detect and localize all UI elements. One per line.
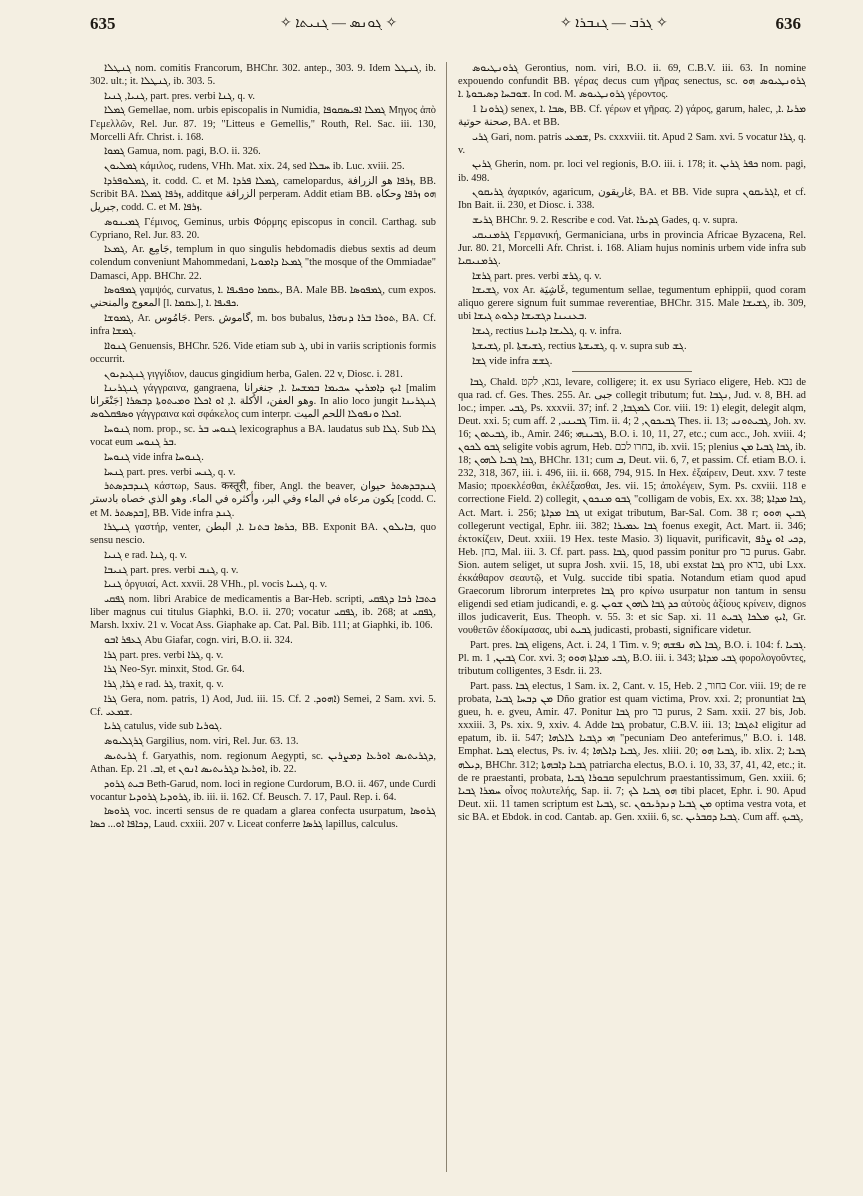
dictionary-entry: ܓܝܫܐ, rectius ܓܠܝܫܐ ܕܐܝܢܐ, q. v. infra.: [472, 326, 622, 338]
dictionary-entry: ܓܡܠܝܘܢ κάμιλος, rudens, VHh. Mat. xix. 24, sed ܚܒܠܐ ib. Luc. xviii. 25.: [104, 161, 405, 173]
dictionary-entry: ܓܫܐ vide infra ܓܫܫ.: [472, 355, 553, 367]
dictionary-entry: ܓܢܘܚܐ nom. prop., sc. ܓܢܘܚ ܒܪ lexicographus a BA. laudatus sub ܓܠܐ. Sub ܓܠܐ vocat eum ܒܪ ܓܢܘܚ.: [90, 424, 436, 449]
dictionary-entry: ܓܢܚܐ part. pres. verbi ܓܢܚ, q. v.: [104, 466, 236, 478]
dictionary-entry: ܓܪܝܫ BHChr. 9. 2. Rescribe e cod. Vat. ܓܕܝܪܐ Gades, q. v. supra.: [472, 215, 738, 226]
dictionary-entry: ܓܪܝܢ Gherin, nom. pr. loci vel regionis, B.O. iii. i. 178; it. ܟܦܪ ܓܪܝܢ nom. pagi, ib. 498.: [458, 159, 806, 184]
dictionary-entry: ܓܢܝܐ e rad. ܓܢܐ, q. v.: [104, 549, 188, 561]
dictionary-entry: ܓܢܘܐܐ Genuensis, BHChr. 526. Vide etiam sub ܓ, ubi in variis scriptionis formis occurrit.: [90, 340, 436, 365]
dictionary-entry: ܓܪܐ, ܓܪܐ e rad. ܓܪ, traxit, q. v.: [104, 678, 224, 690]
dictionary-entry: ܓܪܝܬܝܣ f. Garyathis, nom. regionum Aegypti, sc. ܕܓܪܝܬܝܣ ܐܘܪܥܐ ܕܡܨܪܝܢ, Athan. Ep. ܐܒ. 21, et ܐܘܪܥܐ ܕܓܪܝܬܝܣ ܐܢܘܢ, ib. 22.: [90, 750, 436, 775]
page-number-right: 636: [775, 14, 801, 33]
dictionary-entry: ܓܡܘܫܐ, Ar. جَامُوس. Pers. گاموش, m. bos bubalus, ܬܘܪܐ ܒܪܐ ܕܢܗܪܐ, BA. Cf. infra ܓܡܫܐ.: [90, 313, 436, 338]
running-head-left: ✧ ܓܘܢܣ — ܓܢܝܬܐ ✧: [280, 16, 398, 31]
main-entry-paragraph: Part. pres. ܓܒܐ eligens, Act. i. 24, 1 Tim. v. 9; ܓܒܐ ܠܗ ܢܦܫܗ, B.O. i. 104: f. ܓܒܝܐ. Pl. m. ܓܒܝܢ, 1 Cor. xvi. 3; ܓܒܝ ܡܕܐܬܐ ܗܘܘ, B.O. iii. i. 343; ܓܒܝ ܡܕܐܬܐ φορολογοῦντες, tributum colligentes, 3 Esdr. ii. 23.: [458, 640, 806, 678]
dictionary-entry: ܓܢܝܐ, ܓܢܝܐ, part. pres. verbi ܓܢܐ, q. v.: [104, 90, 255, 102]
main-entry-paragraph: ܓܒܐ, Chald. גבא, לקט, levare, colligere; it. ex usu Syriaco eligere, Heb. נבא de qua rad. cf. Ges. Thes. 255. Ar. جبى collegit tributum; fut. ܢܓܒܐ, Jud. v. 8, BH. ad loc.; imper. ܓܒܝ, Ps. xxxvii. 37; inf. ܠܡܓܒܐ, 2 Cor. viii. 19: 1) elegit, delegit alqm, Deut. xxi. 5; cum aff. ܓܒܝܢܝ, 2 Tim. ii. 4; ܓܒܝܟܘܢ, 2 Thes. ii. 13; ܓܒܝܬܘܢܝ, Joh. xv. 16; ܓܒܝܬܘܢ, ib., Amir. 246; ܓܒܝܢܗܝ, B.O. i. 10, 11, 27, etc.; cum acc., Joh. xviii. 4; ܓܒܘ ܠܟܘܢ seligite vobis agrum, Heb. בחרו לכם, ib. xvii. 15; plenius ܓܒܐ ܓܒܝܐ ܡܢ, ib. 18; ܓܒܐ ܓܒܝܐ ܠܗܘܢ, BHChr. 131; cum ܒ, Deut. vii. 6, 7, et passim. Cf. etiam B.O. i. 232, 318, 367, iii. i. 496, iii. ii. 668, 794, 915. In Hex. ἐξαίρειν, Deut. xxv. 7 teste Masio; προεκλέσθαι, ἐκλέξασθαι, Jes. vii. 15; ἀπολέγειν, Sym. Ps. cxviii. 118 e correctione Field. 2) collegit, ܓܒܘ ܡܢܟܘܢ "colligam de vobis, Ex. xx. 38; ܓܒܐ ܡܕܐܬܐ, Act. Mart. i. 256; ܓܒܐ ܡܕܐܬܐ ut exigat tributum, Bar-Sal. Com. 38 r; ܓܒܝܢ ܗܘܘ collegerunt vectigal, Ephr. iii. 382; ܓܒܐ ܥܡܝܪܐ foenus exegit, Act. Mart. ii. 346; ἐκτοκίζειν, Deut. xxiii. 19 Hex. teste Masio. 3) liquavit, purificavit, ܕܟܝ ܐܘ ܨܪܦ, Heb. בחן, Mal. iii. 3. Cf. part. pass. ܓܒܐ, quod passim ponitur pro בר purus. Gabr. Sion. autem seliget, ut supra Josh. xvii. 15, 18, ubi exstat ܓܒܐ pro ברא, ubi Lxx. ἐκκάθαρον σεαυτῷ, et Vulg. succide tibi spatia. Notandum etiam quod apud Graecorum librorum interpretes ܓܒܐ pro κρίνω usurpatur non tantum in sensu eligendi sed etiam judicandi, e. g. ܟܕ ܓܒܐ ܠܗܘܢ ܫܘܝܢ αὐτοὺς ἀξίους κρίνειν, dignos illos judicaverit, Eus. Theoph. v. 55. 3: et sic Sap. xi. 11 ܐܝܟ ܡܠܟܐ ܓܒܝܬ, Gr. νουθετῶν ἐδοκίμασας, ubi ܓܒܝܬ judicasti, probasti, significare videtur.: [458, 376, 806, 637]
column-divider: [446, 62, 447, 1172]
dictionary-entry: ܓܪܝܐ catulus, vide sub ܓܘܪܝܐ.: [104, 721, 222, 733]
dictionary-entry: ܓܪܡܢܝܩܝ Γερμανική, Germaniciana, urbs in provincia Africae Byzacena, Rel. Jur. 80. 21, Morcelli Afr. Christ. i. 168. Aliam hujus nominis urbem vide infra sub ܓܪܡܢܝܩܝܐ.: [458, 229, 806, 267]
dictionary-entry: ܓܪܘܣܐ voc. incerti sensus de re quadam a glarea confecta usurpatum, ܓܪܘܣܐ ܕܟܐܦܐ ܐܘ... ܟܣܐ, Laud. cxxiii. 207 v. Liceat conferre ܓܪܣܐ lapillus, calculus.: [90, 806, 436, 831]
dictionary-entry: ܓܡܥܐ, Ar. جَامِع, templum in quo singulis hebdomadis diebus sextis ad deum colendum conveniunt Mahommedani, ܓܡܥܐ ܕܐܡܘܝܐ "the mosque of the Ommiadae" Damasci, App. BHChr. 22.: [90, 244, 436, 282]
dictionary-entry: ܓܢܝܐ ὀργυιαί, Act. xxvii. 28 VHh., pl. vocis ܓܢܝܐ, q. v.: [104, 579, 328, 591]
dictionary-entry: ܓܡܘܐ Gamua, nom. pagi, B.O. ii. 326.: [104, 146, 261, 158]
dictionary-entry: ܓܪܐ Neo-Syr. minxit, Stod. Gr. 64.: [104, 664, 245, 676]
dictionary-entry: ܓܪܝ Gari, nom. patris ܫܡܥܝ, Ps. cxxxviii. tit. Apud 2 Sam. xvi. 5 vocatur ܓܪܐ, q. v.: [458, 131, 806, 156]
dictionary-entry: ܓܪܫܐ part. pres. verbi ܓܪܫ, q. v.: [472, 270, 602, 282]
running-head-right: ✧ ܓܪܒ — ܓܢܒܪܐ ✧: [560, 16, 668, 31]
dictionary-entry: ܓܢܝܒܐ part. pres. verbi ܓܢܒ, q. v.: [104, 564, 239, 576]
dictionary-entry: ܓܪܐ part. pres. verbi ܓܪܐ, q. v.: [104, 649, 224, 661]
dictionary-entry: ܓܪܐ Gera, nom. patris, 1) Aod, Jud. iii. 15. Cf. ܐܗܘܕ. 2) Semei, 2 Sam. xvi. 5. Cf. ܫܡܥܝ.: [90, 693, 436, 718]
dictionary-entry: ܓܪܘܢܛܝܘܣ Gerontius, nom. viri, B.O. ii. 69, C.B.V. iii. 63. In nomine expouendo confundit BB. γέρας decus cum γῆρας senectus, sc. ܓܪܘܢܛܝܘܣ ܗܘ ܫܘܒܚܐ ܕܣܝܒܘܬܐ .ܐ. In cod. M. ܓܪܘܢܛܝܘܣ γέροντος.: [458, 63, 806, 101]
dictionary-entry: ܓܢܘܚܐ vide infra ܓܢܘܚܐ.: [104, 451, 204, 463]
dictionary-entry: ܓܥܦܪ ܐܒܘ Abu Giafar, cogn. viri, B.O. ii. 324.: [104, 634, 293, 646]
dictionary-entry: ܓܪܓܠܝܘܣ Gargilius, nom. viri, Rel. Jur. 63. 13.: [104, 736, 299, 748]
dictionary-entry: ܒܝܬ ܓܪܘܕ Beth-Garud, nom. loci in regione Curdorum, B.O. ii. 467, unde Curdi vocantur ܓܪܘܕܝܐ ܓܪܘܕܝܐ, ib. iii. ii. 162. Cf. Beusch. 7. 17, Paul. Rep. i. 64.: [90, 778, 436, 803]
dictionary-entry: ܓܪܝܩܘܢ ἀγαρικόν, agaricum, غاريقون, BA. et BB. Vide supra ܐܓܪܝܩܘܢ, et cf. Ibn Bait. ii. 230, et Diosc. i. 338.: [458, 187, 806, 212]
main-entry-paragraph: Part. pass. ܓܒܐ electus, 1 Sam. ix. 2, Cant. v. 15, Heb. בחור, 2 Cor. viii. 19; de re probata, ܡܢ ܕܒܚܐ ܓܒܝܐ Dño gratior est quam victima, Prov. xxi. 2; pronuntiat ܓܒܐ gueu, h. e. gveu, Amir. 47. Ponitur ܓܒܐ pro בר purus, 2 Sam. xxii. 27 bis, Job. xxxiii. 3, Ps. xix. 9, xxiv. 4. Adde ܓܒܐ probatur, C.B.V. iii. 13; ܐܬܓܒܐ eligitur ad epatum, ib. ii. 547; ܗܝ ܕܓܒܝܐ ܠܐܠܗܐ "pecuniam Deo anteferimus," B.O. i. 148. Emphat. ܓܒܝܐ electus, Ps. iv. 4; ܓܒܝܐ ܕܐܠܗܐ, Jes. xliii. 20; ܓܒܝܐ ܗܘ, ib. xlix. 2; ܓܒܝܐ ܕܝܠܗ, BHChr. 312; ܓܒܝܐ ܕܐܒܗܬܐ patriarcha electus, B.O. i. 10, 33, 37, 41, 42, etc.; it. de re praestanti, probata, ܩܒܘܪܐ ܓܒܝܐ sepulchrum praestantissimum, Gen. xxiii. 6; ܚܡܪܐ ܓܒܝܐ οἶνος πολυτελής, Sap. ii. 7; ܗܘ ܓܒܝܐ ܠܟ tibi placet, Ephr. i. 90. Apud Deut. xii. 11 tamen scriptum est ܓܒܝܐ, sc. ܡܢ ܓܒܝܐ ܕܢܕܪܝܟܘܢ optima vestra vota, et sic BA. et Ebdok. in cod. Cantab. ap. Gen. xxiii. 6, sc. ܓܒܝܐ ܕܩܒܪܝܢ. Cum aff. ܓܒܝܟ,: [458, 680, 806, 823]
left-column: [90, 62, 436, 1180]
dictionary-entry: ܓܡܠܐ Gemellae, nom. urbis episcopalis in Numidia, ܓܡܠܐ ܐܦܝܣܩܘܦܐ Μηγος ἀπὸ Γεμελλῶν, Rel. Jur. 87. 19; "Litteus e Gemellis," Routh, Rel. Sac. iii. 130, Morcelli Afr. Christ. i. 168.: [90, 105, 436, 143]
page-number-left: 635: [90, 14, 116, 33]
right-column: [458, 62, 806, 1180]
dictionary-entry: ܓܡܦܘܣܐ γαμψός, curvatus, ܥܩܡܐ ܘܟܦܝܦܐ .ܐ, BA. Male BB. ܓܡܦܘܣܐ, cum expos. المعوج والمنحني [l. ܥܩܡܐ], ܟܦܝܦܐ .ܐ.: [90, 285, 436, 310]
section-separator: [572, 371, 692, 372]
dictionary-entry: ܓܢܛܠܐ nom. comitis Francorum, BHChr. 302. antep., 303. 9. Idem ܓܢܛܠ, ib. 302. ult.; it. ܓܢܛܠܐ, ib. 303. 5.: [90, 63, 436, 88]
dictionary-entry: ܓܡܝܢܘܣ Γέμινος, Geminus, urbis Φόρμης episcopus in concil. Carthag. sub Cypriano, Rel. Jur. 83. 20.: [90, 216, 436, 241]
dictionary-entry: ܓܢܛܪܐ γαστήρ, venter, ܟܪܣܐ ܒܬܢܐ .ܐ, البطن, BB. Exponit BA. ܒܐܝܠܘܢ, quo sensu nescio.: [90, 522, 436, 547]
dictionary-entry: ܓܪܘܢܐ 1) senex, ܣܒܐ .ܐ, BB. Cf. γέρων et γῆρας. 2) γάρος, garum, halec, ܡܪܝܐ .ܐ, صحنة حوتية, BA. et BB.: [458, 103, 806, 128]
dictionary-entry: ܓܢܕܒܕܣܬܪ κάστωρ, Saus. कस्तूरी, fiber, Angl. the beaver, ܓܢܕܒܕܣܬܪ حيوان يكون مرعاه في الماء وفي البر، وأكثره في الماء. وهو الذي خصاه بادستر [codd. C. et M. ܒܕܣܬܪ], BB. Vide infra ܓܢܕ.: [90, 481, 436, 519]
dictionary-entry: ܓܫܝܫܬܐ, pl. ܓܫܝܫܬܐ, rectius ܓܫܝܫܬܐ, q. v. supra sub ܓܫ.: [472, 340, 687, 352]
dictionary-entry: ܓܫܝܫܐ, vox Ar. غَاشِيَة, tegumentum sellae, tegumentum ephippii, quod coram aliquo gerere signum fuit summae reverentiae, BHChr. 315. Male ܓܫܝܫܐ, ib. 309, ubi ܒܥܢܝܢܐ ܕܓܫܝܫܐ ܕܠܘܬ ܓܝܫܐ.: [458, 285, 806, 323]
dictionary-entry: ܓܢܓܪܝܢܐ γάγγραινα, gangraena, ܐܝܟ ܕܐܡܪܝܢ ܚܟܝܡܐ ܒܡܫܚܐ .ܐ, جنغرانا [malim جَنْغَرانا] وهو العفن، الأكلة .ܐ, ܐܘ ܐܟܠܐ ܘܡܝܬܘܬܐ ܕܒܣܪܐ. In alio loco jungit ܓܢܓܪܝܢܐ ܘܣܦܩܠܘܣ γάγγραινα καὶ σφάκελος cum interpr. ܐܟܠܐ ܘܢܦܘܠܐ اللحم الميت.: [90, 383, 436, 421]
dictionary-entry: ܓܢܓܝܕܝܘܢ γιγγίδιον, daucus gingidium herba, Galen. 22 v, Diosc. i. 281.: [104, 368, 403, 380]
dictionary-entry: ܓܦܩܝ nom. libri Arabice de medicamentis a Bar-Heb. scripti, ܟܬܒܐ ܪܒܐ ܕܓܦܩܝ liber magnus cui titulus Giaphki, B.O. ii. 270; vocatur ܓܦܩܝ, ib. 268; at ܓܦܩܝ, Marsh. lxxiv. 21 v. Vocat Ass. Giaphake ap. Cat. Pal. Bib. 111; at Giaphki, ib. 106.: [90, 594, 436, 632]
dictionary-entry: ܓܡܠܘܦܪܕܐ, it. codd. C. et M. ܓܡܠܐ ܦܪܕܐ, camelopardus, ܙܪܦܐ هو الزرافة, BB. Scribit BA. ܙܪܦܐ ܓܡܠܐ, additque الزرافة perperam. Addit etiam BB. ܗܘ ܙܪܦܐ وحكاه جبريل, codd. C. et M. ܙܪܦܐ.: [90, 175, 436, 213]
